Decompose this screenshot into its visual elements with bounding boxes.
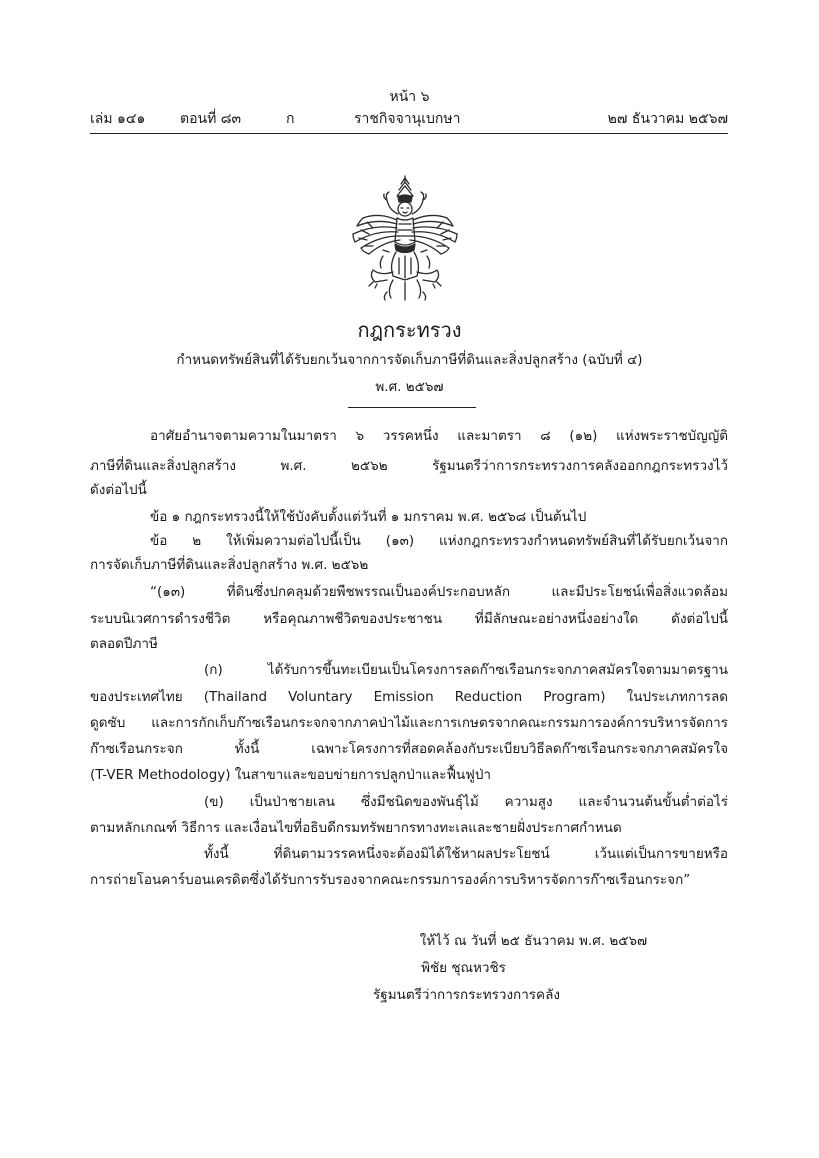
- given-date: ให้ไว้ ณ วันที่ ๒๕ ธันวาคม พ.ศ. ๒๕๖๗: [419, 933, 648, 949]
- body-line: ตลอดปีภาษี: [90, 636, 158, 652]
- document-subtitle: กำหนดทรัพย์สินที่ได้รับยกเว้นจากการจัดเก็บภาษีที่ดินและสิ่งปลูกสร้าง (ฉบับที่ ๔): [176, 352, 643, 368]
- gazette-name: ราชกิจจานุเบกษา: [354, 111, 461, 127]
- body-line: “(๑๓) ที่ดินซึ่งปกคลุมด้วยพืชพรรณเป็นองค์ประกอบหลัก และมีประโยชน์เพื่อสิ่งแวดล้อม: [150, 584, 728, 600]
- body-line: ก๊าซเรือนกระจก ทั้งนี้ เฉพาะโครงการที่สอดคล้องกับระเบียบวิธีลดก๊าซเรือนกระจกภาคสมัครใจ: [90, 741, 728, 757]
- body-line: ระบบนิเวศการดำรงชีวิต หรือคุณภาพชีวิตของประชาชน ที่มีลักษณะอย่างหนึ่งอย่างใด ดังต่อไปนี้: [90, 611, 728, 627]
- signatory-name: พิชัย ชุณหวชิร: [421, 960, 506, 976]
- gazette-volume: เล่ม ๑๔๑: [90, 111, 146, 127]
- body-line: การถ่ายโอนคาร์บอนเครดิตซึ่งได้รับการรับรองจากคณะกรรมการองค์การบริหารจัดการก๊าซเรือนกระจก”: [90, 872, 691, 888]
- document-year: พ.ศ. ๒๕๖๗: [375, 379, 444, 395]
- title-divider: [348, 407, 476, 408]
- body-line: (T-VER Methodology) ในสาขาและขอบข่ายการปลูกป่าและฟื้นฟูป่า: [90, 767, 491, 783]
- header-divider: [90, 133, 728, 134]
- document-title: กฎกระทรวง: [357, 318, 462, 342]
- body-line: อาศัยอำนาจตามความในมาตรา ๖ วรรคหนึ่ง และมาตรา ๘ (๑๒) แห่งพระราชบัญญัติ: [150, 428, 728, 444]
- clause-1: ข้อ ๑ กฎกระทรวงนี้ให้ใช้บังคับตั้งแต่วันที่ ๑ มกราคม พ.ศ. ๒๕๖๘ เป็นต้นไป: [150, 509, 587, 525]
- garuda-emblem-icon: [343, 172, 467, 304]
- gazette-date: ๒๗ ธันวาคม ๒๕๖๗: [607, 111, 728, 127]
- clause-2: ข้อ ๒ ให้เพิ่มความต่อไปนี้เป็น (๑๓) แห่งกฎกระทรวงกำหนดทรัพย์สินที่ได้รับยกเว้นจาก: [150, 533, 728, 549]
- body-line: ดังต่อไปนี้: [90, 482, 147, 498]
- body-line: ดูดซับ และการกักเก็บก๊าซเรือนกระจกจากภาคป่าไม้และการเกษตรจากคณะกรรมการองค์การบริหารจัดการ: [90, 715, 728, 731]
- body-line: ภาษีที่ดินและสิ่งปลูกสร้าง พ.ศ. ๒๕๖๒ รัฐมนตรีว่าการกระทรวงการคลังออกกฎกระทรวงไว้: [90, 458, 728, 474]
- body-line: การจัดเก็บภาษีที่ดินและสิ่งปลูกสร้าง พ.ศ. ๒๕๖๒: [90, 557, 369, 573]
- body-line: ตามหลักเกณฑ์ วิธีการ และเงื่อนไขที่อธิบดีกรมทรัพยากรทางทะเลและชายฝั่งประกาศกำหนด: [90, 820, 622, 836]
- gazette-part: ก: [286, 111, 295, 127]
- page-number: หน้า ๖: [389, 89, 430, 105]
- gazette-section: ตอนที่ ๘๓: [180, 111, 242, 127]
- body-line: ของประเทศไทย (Thailand Voluntary Emission Reduction Program) ในประเภทการลด: [90, 689, 728, 705]
- signatory-position: รัฐมนตรีว่าการกระทรวงการคลัง: [373, 987, 560, 1003]
- body-line: ทั้งนี้ ที่ดินตามวรรคหนึ่งจะต้องมิได้ใช้หาผลประโยชน์ เว้นแต่เป็นการขายหรือ: [204, 846, 728, 862]
- sub-item-a: (ก) ได้รับการขึ้นทะเบียนเป็นโครงการลดก๊าซเรือนกระจกภาคสมัครใจตามมาตรฐาน: [204, 662, 728, 678]
- sub-item-b: (ข) เป็นป่าชายเลน ซึ่งมีชนิดของพันธุ์ไม้ ความสูง และจำนวนต้นขั้นต่ำต่อไร่: [204, 794, 728, 810]
